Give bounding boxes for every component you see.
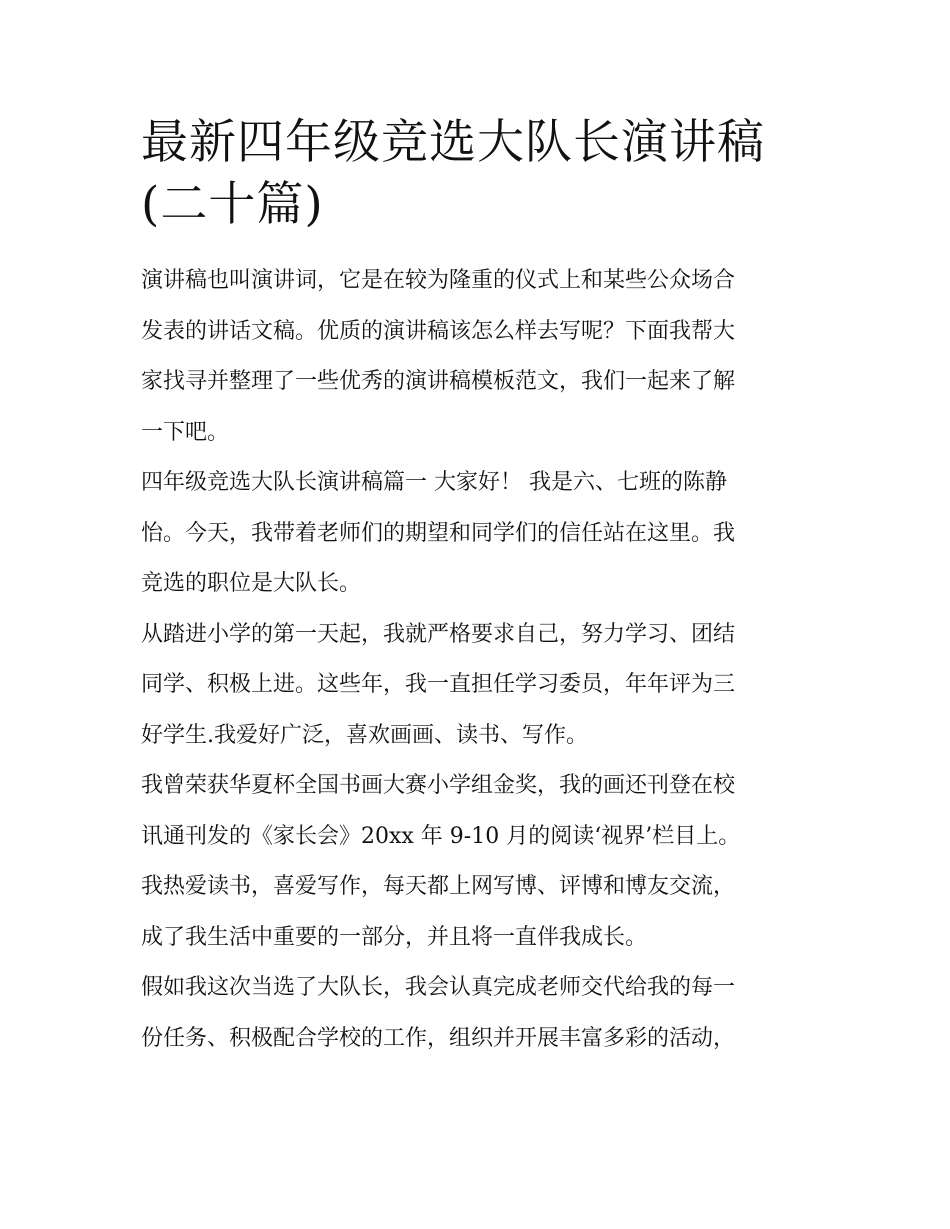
paragraph-intro	[141, 256, 813, 458]
document-body	[141, 112, 813, 1064]
text-line: 讯通刊发的《家长会》20xx 年 9-10 月的阅读‘视界’栏目上。	[141, 823, 741, 849]
title-line-1: 最新四年级竞选大队长演讲稿	[141, 115, 765, 170]
text-line: 四年级竞选大队长演讲稿篇一 大家好！ 我是六、七班的陈静	[141, 470, 727, 495]
text-line: 家找寻并整理了一些优秀的演讲稿模板范文，我们一起来了解	[141, 369, 736, 394]
paragraph-hobbies	[141, 862, 813, 963]
text-line: 假如我这次当选了大队长，我会认真完成老师交代给我的每一	[141, 975, 736, 1000]
text-line: 怡。今天，我带着老师们的期望和同学们的信任站在这里。我	[141, 520, 736, 546]
title-line-2: (二十篇)	[141, 177, 324, 232]
text-line: 同学、积极上进。这些年，我一直担任学习委员，年年评为三	[141, 672, 736, 697]
paragraph-speech-opening	[141, 458, 813, 610]
text-line: 成了我生活中重要的一部分，并且将一直伴我成长。	[141, 924, 648, 950]
text-line: 从踏进小学的第一天起，我就严格要求自己，努力学习、团结	[141, 621, 736, 647]
paragraph-background	[141, 610, 813, 762]
text-line: 份任务、积极配合学校的工作，组织并开展丰富多彩的活动，	[141, 1025, 736, 1051]
text-line: 我曾荣获华夏杯全国书画大赛小学组金奖，我的画还刊登在校	[141, 773, 736, 798]
text-line: 发表的讲话文稿。优质的演讲稿该怎么样去写呢？下面我帮大	[141, 318, 736, 344]
paragraph-promise	[141, 963, 813, 1064]
text-line: 一下吧。	[141, 419, 230, 445]
text-line: 竞选的职位是大队长。	[141, 571, 362, 596]
text-line: 好学生.我爱好广泛，喜欢画画、读书、写作。	[141, 722, 588, 748]
paragraph-awards	[141, 761, 813, 862]
document-title	[141, 112, 813, 236]
text-line: 演讲稿也叫演讲词，它是在较为隆重的仪式上和某些公众场合	[141, 268, 736, 293]
text-line: 我热爱读书，喜爱写作，每天都上网写博、评博和博友交流，	[141, 874, 736, 899]
